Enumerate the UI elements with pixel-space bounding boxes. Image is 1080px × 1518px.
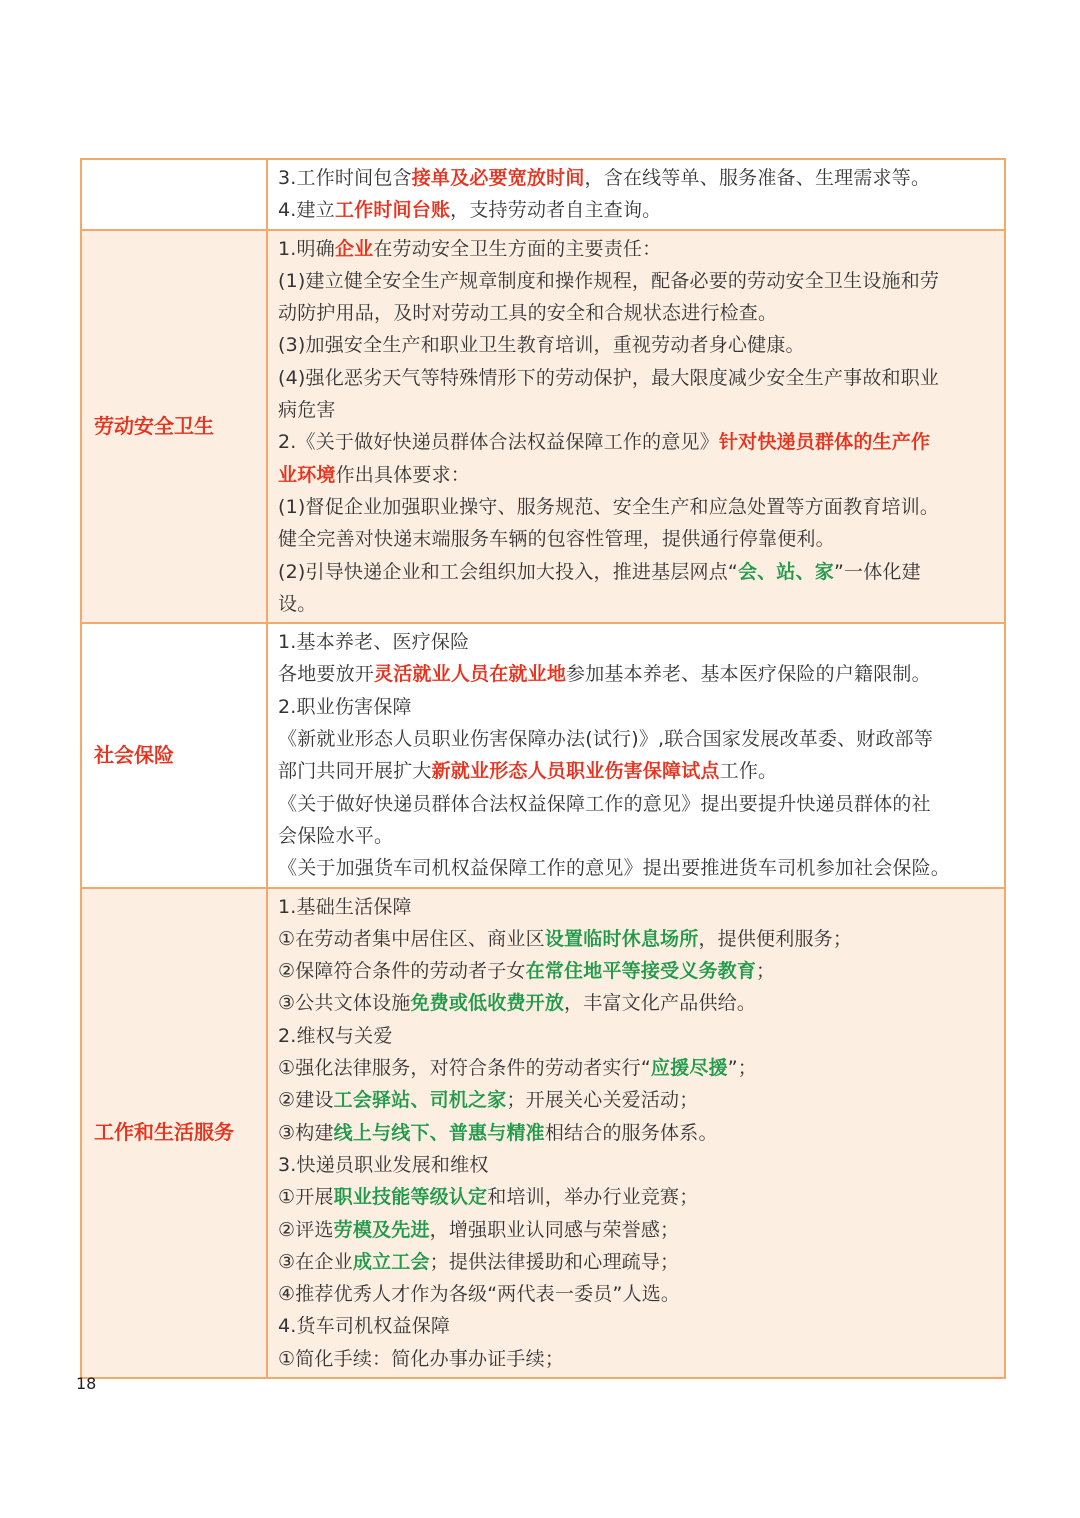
text-segment: 各地要放开 <box>278 663 375 686</box>
text-segment: ③在企业 <box>278 1250 353 1273</box>
text-segment: ，支持劳动者自主查询。 <box>450 199 662 222</box>
text-segment: 《关于做好快递员群体合法权益保障工作的意见》提出要提升快递员群体的社 <box>278 792 931 815</box>
text-segment: ③构建 <box>278 1121 334 1144</box>
content-line <box>278 394 994 426</box>
text-segment: 相结合的服务体系。 <box>544 1121 718 1144</box>
text-segment: ；开展关心关爱活动； <box>506 1089 699 1112</box>
content-line <box>278 162 994 194</box>
highlight-green-text: 劳模及先进 <box>333 1218 430 1241</box>
text-segment: 工作。 <box>719 760 778 783</box>
text-segment: 1.基础生活保障 <box>278 895 412 918</box>
highlight-green-text: 免费或低收费开放 <box>410 992 565 1015</box>
content-line <box>278 1117 994 1149</box>
text-segment: 1.基本养老、医疗保险 <box>278 631 470 654</box>
text-segment: 在劳动安全卫生方面的主要责任： <box>373 237 662 260</box>
content-line <box>278 955 994 987</box>
content-line <box>278 523 994 555</box>
life-service-row <box>81 888 1005 1378</box>
content-line <box>278 1246 994 1278</box>
table-body <box>81 159 1005 1378</box>
content-line <box>278 329 994 361</box>
text-segment: ①开展 <box>278 1186 334 1209</box>
text-segment: 设。 <box>278 592 317 615</box>
text-segment: ； <box>756 960 776 983</box>
text-segment: 健全完善对快递末端服务车辆的包容性管理，提供通行停靠便利。 <box>278 528 835 551</box>
highlight-green-text: 在常住地平等接受义务教育 <box>525 960 757 983</box>
social-insurance-row <box>81 623 1005 887</box>
content-line <box>278 233 994 265</box>
content-line <box>278 1020 994 1052</box>
text-segment: 《新就业形态人员职业伤害保障办法(试行)》,联合国家发展改革委、财政部等 <box>278 728 934 751</box>
content-line <box>278 755 994 787</box>
text-segment: ①强化法律服务，对符合条件的劳动者实行“ <box>278 1057 651 1080</box>
content-line <box>278 987 994 1019</box>
text-segment: 2.维权与关爱 <box>278 1024 393 1047</box>
content-line <box>278 723 994 755</box>
text-segment: (1)建立健全安全生产规章制度和操作规程，配备必要的劳动安全卫生设施和劳 <box>278 269 940 292</box>
highlight-green-text: 设置临时休息场所 <box>544 927 699 950</box>
highlight-red-text: 新就业形态人员职业伤害保障试点 <box>431 760 720 783</box>
content-line <box>278 852 994 884</box>
text-segment: 1.明确 <box>278 237 335 260</box>
text-segment: ①在劳动者集中居住区、商业区 <box>278 927 545 950</box>
highlight-red-text: 接单及必要宽放时间 <box>411 167 585 189</box>
text-segment: 2.《关于做好快递员群体合法权益保障工作的意见》 <box>278 431 719 454</box>
text-segment: 部门共同开展扩大 <box>278 760 432 783</box>
text-segment: 3.工作时间包含 <box>278 167 412 189</box>
text-segment: 和培训，举办行业竞赛； <box>487 1186 699 1209</box>
page-number: 18 <box>76 1374 97 1393</box>
content-line <box>278 297 994 329</box>
text-segment: 作出具体要求： <box>335 463 471 486</box>
content-line <box>278 923 994 955</box>
category-cell <box>81 159 267 230</box>
content-line <box>278 1084 994 1116</box>
text-segment: 动防护用品，及时对劳动工具的安全和合规状态进行检查。 <box>278 302 778 325</box>
content-line <box>278 1149 994 1181</box>
text-segment: ，含在线等单、服务准备、生理需求等。 <box>584 167 931 189</box>
text-segment: ，提供便利服务； <box>698 927 853 950</box>
highlight-green-text: 工会驿站、司机之家 <box>333 1089 507 1112</box>
text-segment: ”一体化建 <box>833 560 921 583</box>
highlight-red-text: 业环境 <box>278 463 336 486</box>
content-line <box>278 1052 994 1084</box>
highlight-green-text: 职业技能等级认定 <box>333 1186 488 1209</box>
highlight-green-text: 应援尽援 <box>650 1057 728 1080</box>
rights-table <box>80 158 1006 1379</box>
text-segment: ②评选 <box>278 1218 334 1241</box>
text-segment: 病危害 <box>278 399 336 422</box>
category-cell: 工作和生活服务 <box>81 888 267 1378</box>
content-line <box>278 194 994 226</box>
highlight-green-text: 线上与线下、普惠与精准 <box>333 1121 545 1144</box>
text-segment: ；提供法律援助和心理疏导； <box>429 1250 680 1273</box>
content-line <box>278 658 994 690</box>
highlight-red-text: 针对快递员群体的生产作 <box>718 431 931 454</box>
text-segment: ①简化手续：简化办事办证手续； <box>278 1347 565 1370</box>
content-line <box>278 1310 994 1342</box>
text-segment: ”； <box>727 1057 757 1080</box>
text-segment: ③公共文体设施 <box>278 992 411 1015</box>
text-segment: 4.货车司机权益保障 <box>278 1315 451 1338</box>
highlight-green-text: 成立工会 <box>352 1250 430 1273</box>
text-segment: 2.职业伤害保障 <box>278 695 412 718</box>
content-cell <box>267 623 1005 887</box>
content-line <box>278 1278 994 1310</box>
text-segment: 4.建立 <box>278 199 335 222</box>
text-segment: ，增强职业认同感与荣誉感； <box>429 1218 680 1241</box>
text-segment: ④推荐优秀人才作为各级“两代表一委员”人选。 <box>278 1283 681 1306</box>
content-line <box>278 362 994 394</box>
content-line <box>278 491 994 523</box>
text-segment: ②建设 <box>278 1089 334 1112</box>
text-segment: 3.快递员职业发展和维权 <box>278 1153 489 1176</box>
text-segment: (4)强化恶劣天气等特殊情形下的劳动保护，最大限度减少安全生产事故和职业 <box>278 366 940 389</box>
text-segment: 会保险水平。 <box>278 824 394 847</box>
content-line <box>278 459 994 491</box>
text-segment: ②保障符合条件的劳动者子女 <box>278 960 526 983</box>
content-line <box>278 626 994 658</box>
content-line <box>278 556 994 588</box>
category-cell: 劳动安全卫生 <box>81 230 267 624</box>
work-time-row <box>81 159 1005 230</box>
highlight-red-text: 灵活就业人员在就业地 <box>374 663 567 686</box>
content-cell <box>267 159 1005 230</box>
content-cell <box>267 230 1005 624</box>
text-segment: (1)督促企业加强职业操守、服务规范、安全生产和应急处置等方面教育培训。 <box>278 495 940 518</box>
content-line <box>278 1181 994 1213</box>
content-line <box>278 1214 994 1246</box>
text-segment: (3)加强安全生产和职业卫生教育培训，重视劳动者身心健康。 <box>278 334 805 357</box>
text-segment: (2)引导快递企业和工会组织加大投入，推进基层网点“ <box>278 560 738 583</box>
content-line <box>278 788 994 820</box>
text-segment: 《关于加强货车司机权益保障工作的意见》提出要推进货车司机参加社会保险。 <box>278 857 951 880</box>
category-cell: 社会保险 <box>81 623 267 887</box>
text-segment: 参加基本养老、基本医疗保险的户籍限制。 <box>566 663 931 686</box>
highlight-green-text: 会、站、家 <box>737 560 834 583</box>
content-line <box>278 426 994 458</box>
content-line <box>278 891 994 923</box>
content-line <box>278 820 994 852</box>
highlight-red-text: 工作时间台账 <box>334 199 451 222</box>
content-line <box>278 1343 994 1375</box>
labor-safety-row <box>81 230 1005 624</box>
highlight-red-text: 企业 <box>334 237 374 260</box>
content-line <box>278 588 994 620</box>
text-segment: ，丰富文化产品供给。 <box>564 992 757 1015</box>
content-line <box>278 265 994 297</box>
content-line <box>278 691 994 723</box>
content-cell <box>267 888 1005 1378</box>
